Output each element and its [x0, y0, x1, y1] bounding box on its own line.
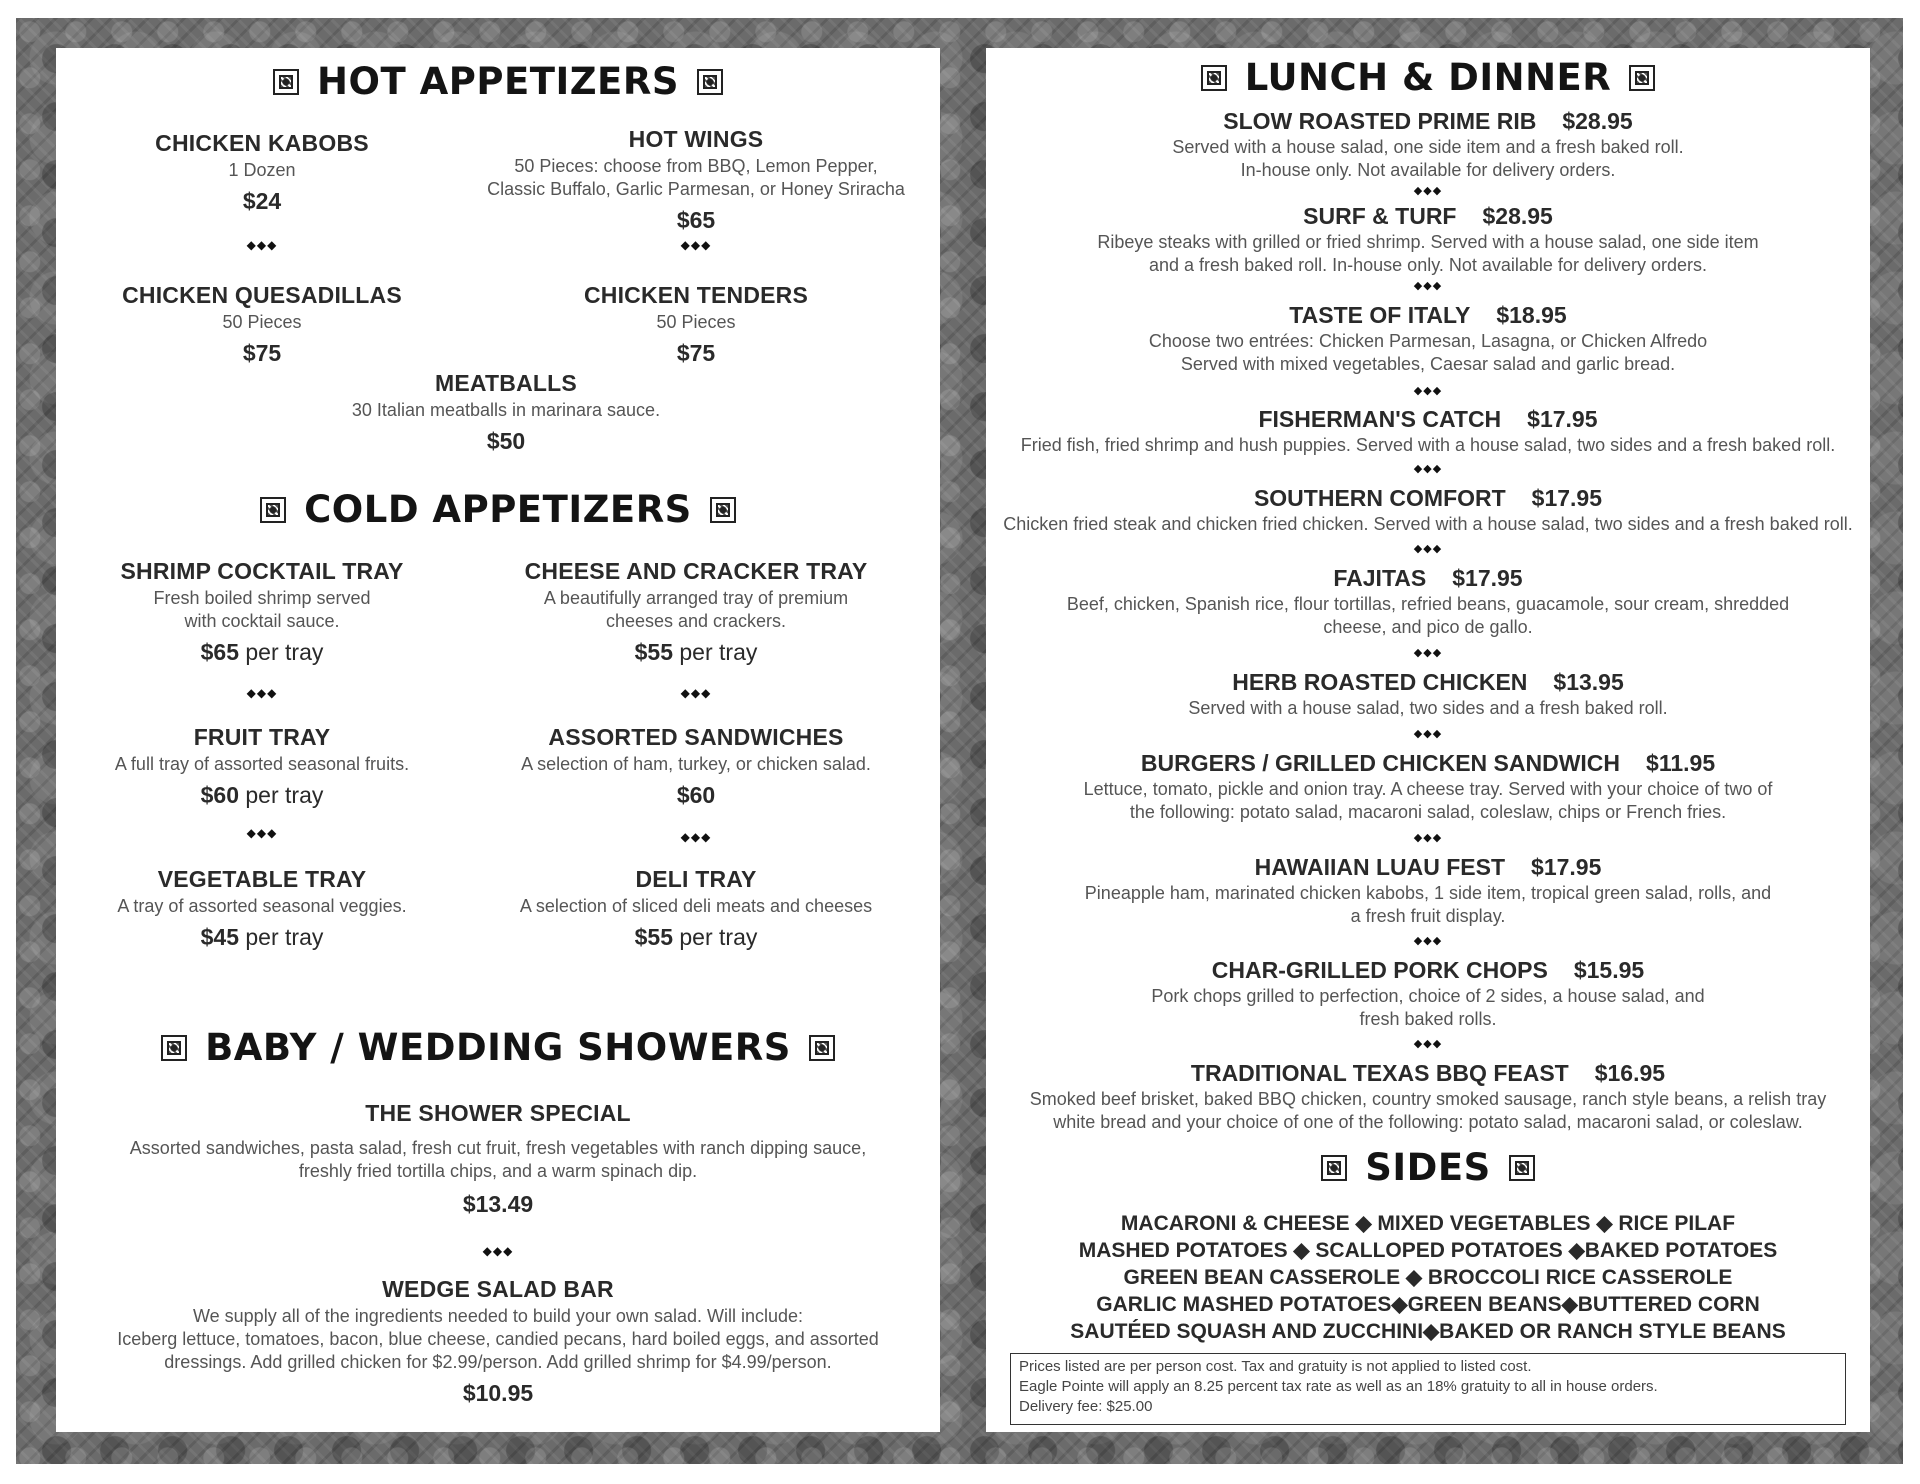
separator: ◆◆◆	[246, 238, 278, 252]
right-menu-page	[986, 48, 1870, 1432]
separator: ◆◆◆	[1413, 832, 1443, 844]
menu-item-southern-comfort: SOUTHERN COMFORT $17.95 Chicken fried steak and chicken fried chicken. Served with a house salad, two sides and a fresh baked roll.	[1003, 485, 1853, 534]
separator: ◆◆◆	[1413, 647, 1443, 659]
ornament-icon	[1321, 1155, 1347, 1181]
ornament-icon	[260, 497, 286, 523]
menu-item-texas-bbq-feast: TRADITIONAL TEXAS BBQ FEAST $16.95 Smoked beef brisket, baked BBQ chicken, country smoked sausage, ranch style beans, a relish tray white bread and your choice of one of the following: potato salad, macaroni salad, or coleslaw.	[1029, 1060, 1827, 1132]
menu-item-fajitas: FAJITAS $17.95 Beef, chicken, Spanish rice, flour tortillas, refried beans, guacamole, sour cream, shredded cheese, and pico de gallo.	[1066, 565, 1790, 637]
menu-item-cheese-and-cracker-tray: CHEESE AND CRACKER TRAY A beautifully arranged tray of premium cheeses and crackers. $55 per tray	[524, 558, 868, 665]
ornament-icon	[697, 69, 723, 95]
lunch-dinner-heading: LUNCH & DINNER	[986, 56, 1870, 99]
pricing-note-box: Prices listed are per person cost. Tax and gratuity is not applied to listed cost. Eagle Pointe will apply an 8.25 percent tax rate as well as an 18% gratuity to all in house orders. Delivery fee: $25.00	[1010, 1353, 1846, 1425]
menu-item-hawaiian-luau-fest: HAWAIIAN LUAU FEST $17.95 Pineapple ham, marinated chicken kabobs, 1 side item, tropical green salad, rolls, and a fresh fruit display.	[1084, 854, 1772, 926]
separator: ◆◆◆	[1413, 935, 1443, 947]
ornament-icon	[710, 497, 736, 523]
menu-item-fruit-tray: FRUIT TRAY A full tray of assorted seasonal fruits. $60 per tray	[114, 724, 410, 808]
menu-item-shower-special: THE SHOWER SPECIAL Assorted sandwiches, pasta salad, fresh cut fruit, fresh vegetables with ranch dipping sauce, freshly fried tortilla chips, and a warm spinach dip. $13.49	[129, 1100, 867, 1217]
separator: ◆◆◆	[246, 686, 278, 700]
menu-item-shrimp-cocktail-tray: SHRIMP COCKTAIL TRAY Fresh boiled shrimp served with cocktail sauce. $65 per tray	[120, 558, 404, 665]
hot-appetizers-heading: HOT APPETIZERS	[56, 60, 940, 103]
menu-item-taste-of-italy: TASTE OF ITALY $18.95 Choose two entrées: Chicken Parmesan, Lasagna, or Chicken Alfredo Served with mixed vegetables, Caesar salad and garlic bread.	[1148, 302, 1708, 374]
ornament-icon	[809, 1035, 835, 1061]
cold-appetizers-heading: COLD APPETIZERS	[56, 488, 940, 531]
sides-line: GARLIC MASHED POTATOES◆GREEN BEANS◆BUTTERED CORN	[1096, 1293, 1760, 1316]
menu-item-meatballs: MEATBALLS 30 Italian meatballs in marinara sauce. $50	[351, 370, 661, 454]
separator: ◆◆◆	[680, 686, 712, 700]
separator: ◆◆◆	[246, 826, 278, 840]
sides-heading: SIDES	[986, 1146, 1870, 1189]
menu-item-hot-wings: HOT WINGS 50 Pieces: choose from BBQ, Lemon Pepper, Classic Buffalo, Garlic Parmesan, or Honey Sriracha $65	[487, 126, 905, 233]
ornament-icon	[273, 69, 299, 95]
ornament-icon	[1201, 65, 1227, 91]
menu-item-wedge-salad-bar: WEDGE SALAD BAR We supply all of the ingredients needed to build your own salad. Will include: Iceberg lettuce, tomatoes, bacon, blue cheese, candied pecans, hard boiled eggs, and assorted dressings. Add grilled chicken for $2.99/person. Add grilled shrimp for $4.99/person. $10.95	[117, 1276, 879, 1406]
menu-item-chicken-kabobs: CHICKEN KABOBS 1 Dozen $24	[155, 130, 369, 214]
menu-item-pork-chops: CHAR-GRILLED PORK CHOPS $15.95 Pork chops grilled to perfection, choice of 2 sides, a house salad, and fresh baked rolls.	[1151, 957, 1705, 1029]
menu-item-fishermans-catch: FISHERMAN'S CATCH $17.95 Fried fish, fried shrimp and hush puppies. Served with a house salad, two sides and a fresh baked roll.	[1020, 406, 1836, 455]
separator: ◆◆◆	[1413, 1038, 1443, 1050]
separator: ◆◆◆	[1413, 728, 1443, 740]
ornament-icon	[1629, 65, 1655, 91]
menu-item-assorted-sandwiches: ASSORTED SANDWICHES A selection of ham, turkey, or chicken salad. $60	[521, 724, 871, 808]
sides-line: GREEN BEAN CASSEROLE ◆ BROCCOLI RICE CASSEROLE	[1123, 1266, 1733, 1289]
separator: ◆◆◆	[1413, 543, 1443, 555]
menu-item-chicken-tenders: CHICKEN TENDERS 50 Pieces $75	[583, 282, 809, 366]
menu-item-burgers: BURGERS / GRILLED CHICKEN SANDWICH $11.95 Lettuce, tomato, pickle and onion tray. A cheese tray. Served with your choice of two of the following: potato salad, macaroni salad, coleslaw, chips or French fries.	[1083, 750, 1773, 822]
separator: ◆◆◆	[680, 830, 712, 844]
menu-item-deli-tray: DELI TRAY A selection of sliced deli meats and cheeses $55 per tray	[519, 866, 873, 950]
showers-heading: BABY / WEDDING SHOWERS	[56, 1026, 940, 1069]
separator: ◆◆◆	[1413, 463, 1443, 475]
separator: ◆◆◆	[482, 1244, 514, 1258]
menu-item-prime-rib: SLOW ROASTED PRIME RIB $28.95 Served with a house salad, one side item and a fresh baked roll. In-house only. Not available for delivery orders.	[1172, 108, 1684, 180]
menu-item-surf-turf: SURF & TURF $28.95 Ribeye steaks with grilled or fried shrimp. Served with a house salad, one side item and a fresh baked roll. In-house only. Not available for delivery orders.	[1097, 203, 1759, 275]
separator: ◆◆◆	[680, 238, 712, 252]
sides-line: SAUTÉED SQUASH AND ZUCCHINI◆BAKED OR RANCH STYLE BEANS	[1070, 1320, 1786, 1343]
left-menu-page	[56, 48, 940, 1432]
ornament-icon	[161, 1035, 187, 1061]
menu-item-chicken-quesadillas: CHICKEN QUESADILLAS 50 Pieces $75	[122, 282, 402, 366]
sides-line: MACARONI & CHEESE ◆ MIXED VEGETABLES ◆ RICE PILAF	[1120, 1212, 1736, 1235]
separator: ◆◆◆	[1413, 385, 1443, 397]
sides-list	[986, 1210, 1870, 1345]
ornament-icon	[1509, 1155, 1535, 1181]
menu-item-herb-roasted-chicken: HERB ROASTED CHICKEN $13.95 Served with a house salad, two sides and a fresh baked roll.	[1188, 669, 1668, 718]
sides-line: MASHED POTATOES ◆ SCALLOPED POTATOES ◆BAKED POTATOES	[1078, 1239, 1778, 1262]
menu-item-vegetable-tray: VEGETABLE TRAY A tray of assorted seasonal veggies. $45 per tray	[117, 866, 407, 950]
separator: ◆◆◆	[1413, 185, 1443, 197]
separator: ◆◆◆	[1413, 280, 1443, 292]
